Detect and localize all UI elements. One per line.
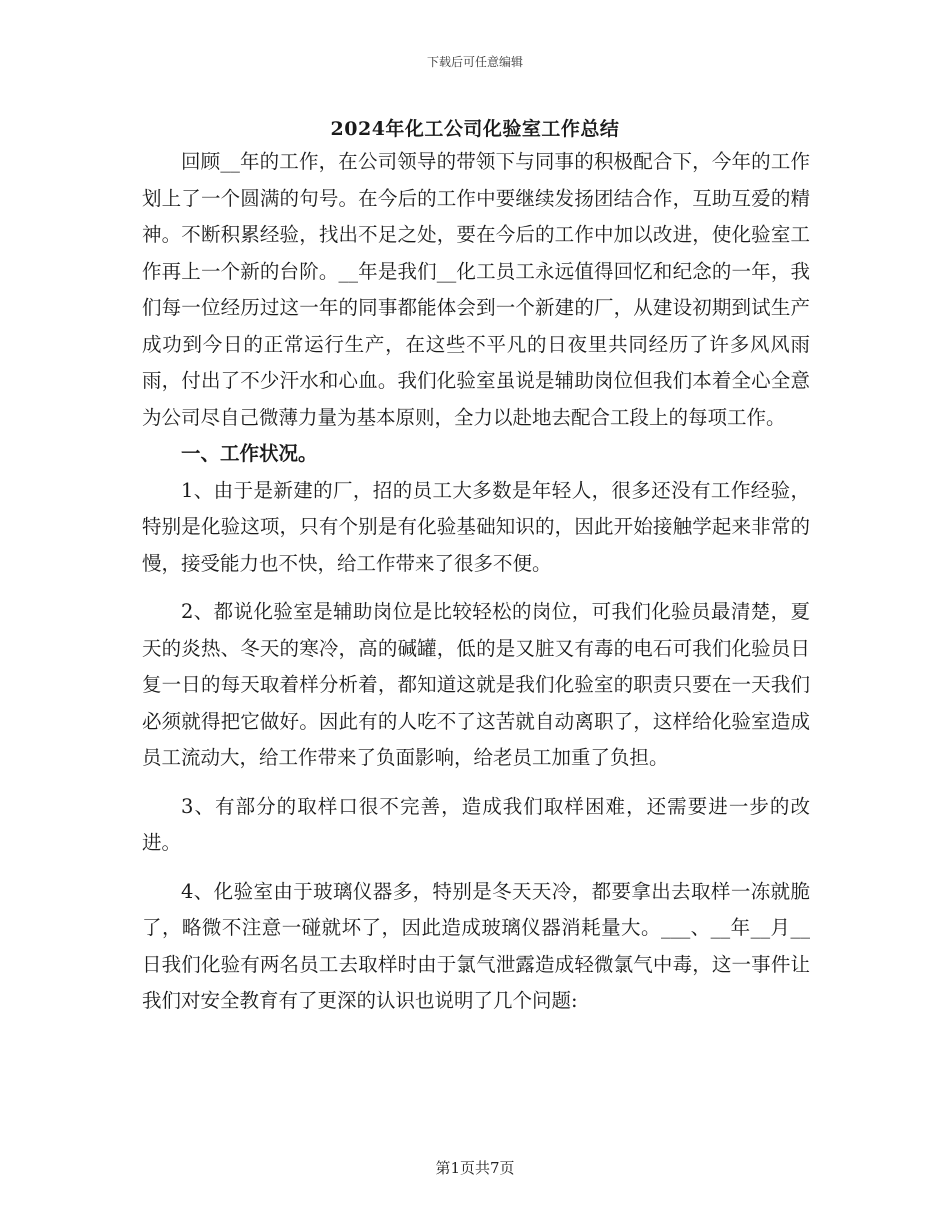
paragraph-intro: 回顾__年的工作，在公司领导的带领下与同事的积极配合下，今年的工作划上了一个圆满的句号。在今后的工作中要继续发扬团结合作，互助互爱的精神。不断积累经验，找出不足之处，要在今后的工作中加以改进，使化验室工作再上一个新的台阶。__年是我们__化工员工永远值得回忆和纪念的一年，我们每一位经历过这一年的同事都能体会到一个新建的厂，从建设初期到试生产成功到今日的正常运行生产，在这些不平凡的日夜里共同经历了许多风风雨雨，付出了不少汗水和心血。我们化验室虽说是辅助岗位但我们本着全心全意为公司尽自己微薄力量为基本原则，全力以赴地去配合工段上的每项工作。 <box>142 150 810 429</box>
header-note: 下载后可任意编辑 <box>426 55 523 69</box>
section-heading-work-status: 一、工作状况。 <box>181 442 318 465</box>
paragraph-item-4: 4、化验室由于玻璃仪器多，特别是冬天天冷，都要拿出去取样一冻就脆了，略微不注意一碰就坏了，因此造成玻璃仪器消耗量大。___、__年__月__日我们化验有两名员工去取样时由于氯气泄露造成轻微氯气中毒，这一事件让我们对安全教育有了更深的认识也说明了几个问题: <box>142 879 810 1012</box>
document-title: 2024年化工公司化验室工作总结 <box>330 118 620 140</box>
paragraph-item-2: 2、都说化验室是辅助岗位是比较轻松的岗位，可我们化验员最清楚，夏天的炎热、冬天的寒冷，高的碱罐，低的是又脏又有毒的电石可我们化验员日复一日的每天取着样分析着，都知道这就是我们化验室的职责只要在一天我们必须就得把它做好。因此有的人吃不了这苦就自动离职了，这样给化验室造成员工流动大，给工作带来了负面影响，给老员工加重了负担。 <box>142 600 810 769</box>
document-body <box>142 144 810 1020</box>
paragraph-item-1: 1、由于是新建的厂，招的员工大多数是年轻人，很多还没有工作经验，特别是化验这项，只有个别是有化验基础知识的，因此开始接触学起来非常的慢，接受能力也不快，给工作带来了很多不便。 <box>142 478 810 575</box>
paragraph-item-3: 3、有部分的取样口很不完善，造成我们取样困难，还需要进一步的改进。 <box>142 794 810 854</box>
page-number: 第1页共7页 <box>435 1159 515 1177</box>
